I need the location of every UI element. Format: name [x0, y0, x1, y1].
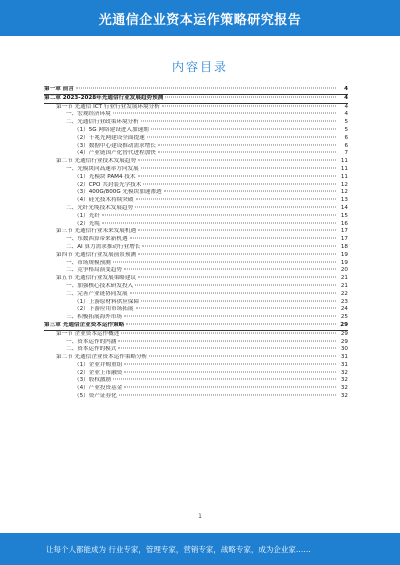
toc-entry[interactable]	[44, 189, 348, 197]
toc-entry-label: 第二节 光通信行业技术发展趋势	[56, 158, 137, 165]
toc-entry[interactable]	[44, 205, 348, 213]
toc-entry[interactable]	[44, 143, 348, 151]
dot-leader	[136, 199, 337, 200]
toc-entry-label: 一、光模块向高速率方向发展	[66, 165, 139, 172]
dot-leader	[138, 253, 336, 254]
toc-entry-label: （1）5G 网络建设进入加速期	[74, 126, 149, 133]
toc-entry-page: 16	[340, 220, 348, 227]
toc-entry-page: 13	[340, 197, 348, 204]
toc-entry-label: 一、加强核心技术研发投入	[66, 282, 134, 289]
toc-entry[interactable]	[44, 306, 348, 314]
toc-entry-page: 21	[340, 275, 348, 282]
toc-entry[interactable]	[44, 228, 348, 236]
toc-entry-label: 二、光纤光缆技术发展趋势	[66, 204, 134, 211]
dot-leader	[113, 113, 336, 114]
toc-entry-page: 29	[340, 338, 348, 345]
dot-leader	[121, 332, 336, 333]
dot-leader	[102, 222, 336, 223]
toc-entry-page: 32	[340, 369, 348, 376]
dot-leader	[126, 323, 336, 324]
toc-entry-label: 第三节 光通信行业未来发展机遇	[56, 228, 137, 235]
toc-entry-page: 12	[340, 181, 348, 188]
dot-leader	[102, 214, 336, 215]
toc-entry-page: 15	[340, 212, 348, 219]
toc-entry[interactable]	[44, 104, 348, 112]
toc-entry-page: 4	[344, 111, 348, 118]
toc-entry[interactable]	[44, 385, 348, 393]
toc-entry-label: 一、东数西算带来新机遇	[66, 236, 128, 243]
toc-entry-label: （4）产业链国产化替代进程加快	[74, 150, 156, 157]
toc-entry-page: 14	[340, 204, 348, 211]
toc-entry-page: 4	[344, 94, 348, 101]
toc-entry[interactable]	[44, 339, 348, 347]
toc-entry-label: （3）数据中心建设推动需求增长	[74, 142, 156, 149]
toc-entry-page: 29	[340, 330, 348, 337]
toc-entry-label: （1）光纤	[74, 212, 100, 219]
dot-leader	[165, 96, 336, 97]
toc-entry-label: 一、市场规模预测	[66, 259, 111, 266]
toc-entry-label: 一、资本运作的内涵	[66, 338, 117, 345]
toc-entry-page: 4	[344, 86, 348, 92]
toc-entry[interactable]	[44, 377, 348, 385]
toc-entry-label: （3）400G/800G 光模块加速渗透	[74, 189, 162, 196]
dot-leader	[118, 348, 336, 349]
toc-entry[interactable]	[44, 197, 348, 205]
dot-leader	[135, 284, 336, 285]
dot-leader	[143, 183, 336, 184]
toc-entry[interactable]	[44, 331, 348, 339]
toc-entry-label: （2）企业上市融资	[74, 369, 123, 376]
toc-entry-page: 11	[340, 158, 348, 165]
dot-leader	[118, 340, 336, 341]
toc-entry-page: 12	[340, 189, 348, 196]
dot-leader	[124, 363, 336, 364]
toc-entry[interactable]	[44, 260, 348, 268]
toc-entry-label: 第四节 光通信行业发展前景预测	[56, 251, 137, 258]
toc-entry-page: 19	[340, 251, 348, 258]
toc-entry-label: 第一章 前言	[44, 86, 74, 92]
dot-leader	[164, 191, 336, 192]
toc-entry[interactable]	[44, 283, 348, 291]
dot-leader	[141, 167, 336, 168]
toc-entry-label: （1）光模块 PAM4 技术	[74, 173, 136, 180]
toc-entry-label: （1）企业并购重组	[74, 361, 123, 368]
toc-entry[interactable]	[44, 299, 348, 307]
toc-entry[interactable]	[44, 213, 348, 221]
dot-leader	[138, 160, 336, 161]
toc-entry-label: 二、竞争格局演变趋势	[66, 267, 122, 274]
toc-entry[interactable]	[44, 150, 348, 158]
toc-entry-label: 二、光通信行业政策环境分析	[66, 119, 139, 126]
dot-leader	[119, 395, 336, 396]
toc-entry-label: 三、积极拓展海外市场	[66, 314, 122, 321]
toc-entry[interactable]	[44, 174, 348, 182]
table-of-contents	[44, 86, 348, 401]
toc-entry[interactable]	[44, 362, 348, 370]
toc-entry-label: （2）下游应用市场拓展	[74, 306, 134, 313]
dot-leader	[124, 387, 336, 388]
dot-leader	[138, 175, 337, 176]
toc-entry[interactable]	[44, 346, 348, 354]
page-number: 1	[198, 513, 202, 520]
toc-entry-label: 第一节 光通信 ICT 行业行业发展环境分析	[56, 103, 160, 110]
dot-leader	[151, 128, 336, 129]
toc-entry[interactable]	[44, 236, 348, 244]
toc-entry-label: （3）股权激励	[74, 377, 112, 384]
toc-entry-page: 31	[340, 361, 348, 368]
toc-entry-label: 第一节 企业资本运作概述	[56, 330, 120, 337]
toc-entry-page: 25	[340, 314, 348, 321]
dot-leader	[162, 105, 336, 106]
toc-entry-page: 31	[340, 354, 348, 361]
toc-entry-page: 19	[340, 259, 348, 266]
toc-entry[interactable]	[44, 135, 348, 143]
dot-leader	[141, 300, 336, 301]
toc-entry-label: 二、完善产业链协同发展	[66, 290, 128, 297]
toc-entry[interactable]	[44, 244, 348, 252]
toc-entry-page: 6	[344, 134, 348, 141]
toc-entry[interactable]	[44, 370, 348, 378]
toc-entry-label: 第三章 光通信企业资本运作策略	[44, 321, 125, 328]
header-bar	[0, 0, 400, 36]
dot-leader	[158, 144, 336, 145]
toc-entry[interactable]	[44, 95, 348, 104]
toc-entry-page: 29	[340, 321, 348, 328]
dot-leader	[142, 245, 336, 246]
dot-leader	[147, 136, 336, 137]
toc-entry[interactable]	[44, 354, 348, 362]
dot-leader	[135, 206, 336, 207]
toc-entry-page: 20	[340, 267, 348, 274]
toc-entry[interactable]	[44, 111, 348, 119]
toc-entry-label: （2）千兆光网建设全面提速	[74, 134, 145, 141]
dot-leader	[76, 88, 336, 89]
dot-leader	[138, 277, 336, 278]
toc-entry-label: 第二节 光通信企业资本运作策略分析	[56, 354, 148, 361]
toc-entry[interactable]	[44, 158, 348, 166]
toc-entry-label: 第五节 光通信行业发展策略建议	[56, 275, 137, 282]
toc-entry-page: 17	[340, 228, 348, 235]
toc-entry[interactable]	[44, 86, 348, 95]
toc-title: 内容目录	[171, 60, 228, 74]
toc-entry[interactable]	[44, 127, 348, 135]
dot-leader	[130, 238, 336, 239]
toc-entry-page: 32	[340, 377, 348, 384]
toc-entry-page: 11	[340, 165, 348, 172]
toc-entry[interactable]	[44, 221, 348, 229]
dot-leader	[113, 261, 336, 262]
toc-entry-label: （4）硅光技术持续突破	[74, 197, 134, 204]
toc-entry[interactable]	[44, 166, 348, 174]
toc-entry-page: 4	[344, 103, 348, 110]
toc-entry[interactable]	[44, 291, 348, 299]
toc-entry-label: （1）上游原材料供应保障	[74, 298, 140, 305]
toc-entry-page: 18	[340, 243, 348, 250]
dot-leader	[130, 292, 336, 293]
toc-entry-page: 24	[340, 306, 348, 313]
footer-slogan: 让每个人都能成为 行业专家，管理专家，营销专家，战略专家，成为企业家……	[46, 545, 311, 554]
toc-entry-page: 6	[344, 142, 348, 149]
toc-entry-page: 7	[344, 150, 348, 157]
dot-leader	[149, 356, 336, 357]
toc-entry[interactable]	[44, 393, 348, 401]
dot-leader	[113, 379, 336, 380]
dot-leader	[124, 269, 336, 270]
toc-entry-label: 一、宏观经济环境	[66, 111, 111, 118]
toc-entry-label: （2）CPO 共封装光学技术	[74, 181, 142, 188]
toc-entry-page: 11	[340, 173, 348, 180]
toc-entry-label: （5）资产证券化	[74, 393, 117, 400]
toc-entry-page: 21	[340, 282, 348, 289]
toc-entry-page: 5	[344, 119, 348, 126]
footer-bar	[0, 533, 400, 565]
dot-leader	[158, 152, 336, 153]
toc-entry[interactable]	[44, 314, 348, 322]
toc-entry-page: 5	[344, 126, 348, 133]
dot-leader	[141, 121, 336, 122]
toc-entry[interactable]	[44, 182, 348, 190]
toc-entry-label: 二、AI 算力需求推动行业增长	[66, 243, 141, 250]
report-title: 光通信企业资本运作策略研究报告	[98, 13, 302, 28]
toc-entry-label: （4）产业投资基金	[74, 385, 123, 392]
toc-entry-page: 23	[340, 298, 348, 305]
toc-entry[interactable]	[44, 267, 348, 275]
toc-entry-label: 第二章 2023-2028年光通信行业发展趋势预测	[44, 94, 164, 101]
toc-entry-page: 30	[340, 346, 348, 353]
toc-entry-page: 32	[340, 393, 348, 400]
toc-entry-label: （2）光缆	[74, 220, 100, 227]
toc-entry[interactable]	[44, 252, 348, 260]
dot-leader	[136, 308, 337, 309]
toc-entry[interactable]	[44, 119, 348, 127]
dot-leader	[138, 230, 336, 231]
toc-entry-page: 17	[340, 236, 348, 243]
toc-entry-page: 22	[340, 290, 348, 297]
toc-entry-page: 32	[340, 385, 348, 392]
dot-leader	[124, 316, 336, 317]
dot-leader	[124, 371, 336, 372]
toc-entry-label: 二、资本运作的模式	[66, 346, 117, 353]
toc-entry[interactable]	[44, 275, 348, 283]
toc-entry[interactable]	[44, 322, 348, 331]
